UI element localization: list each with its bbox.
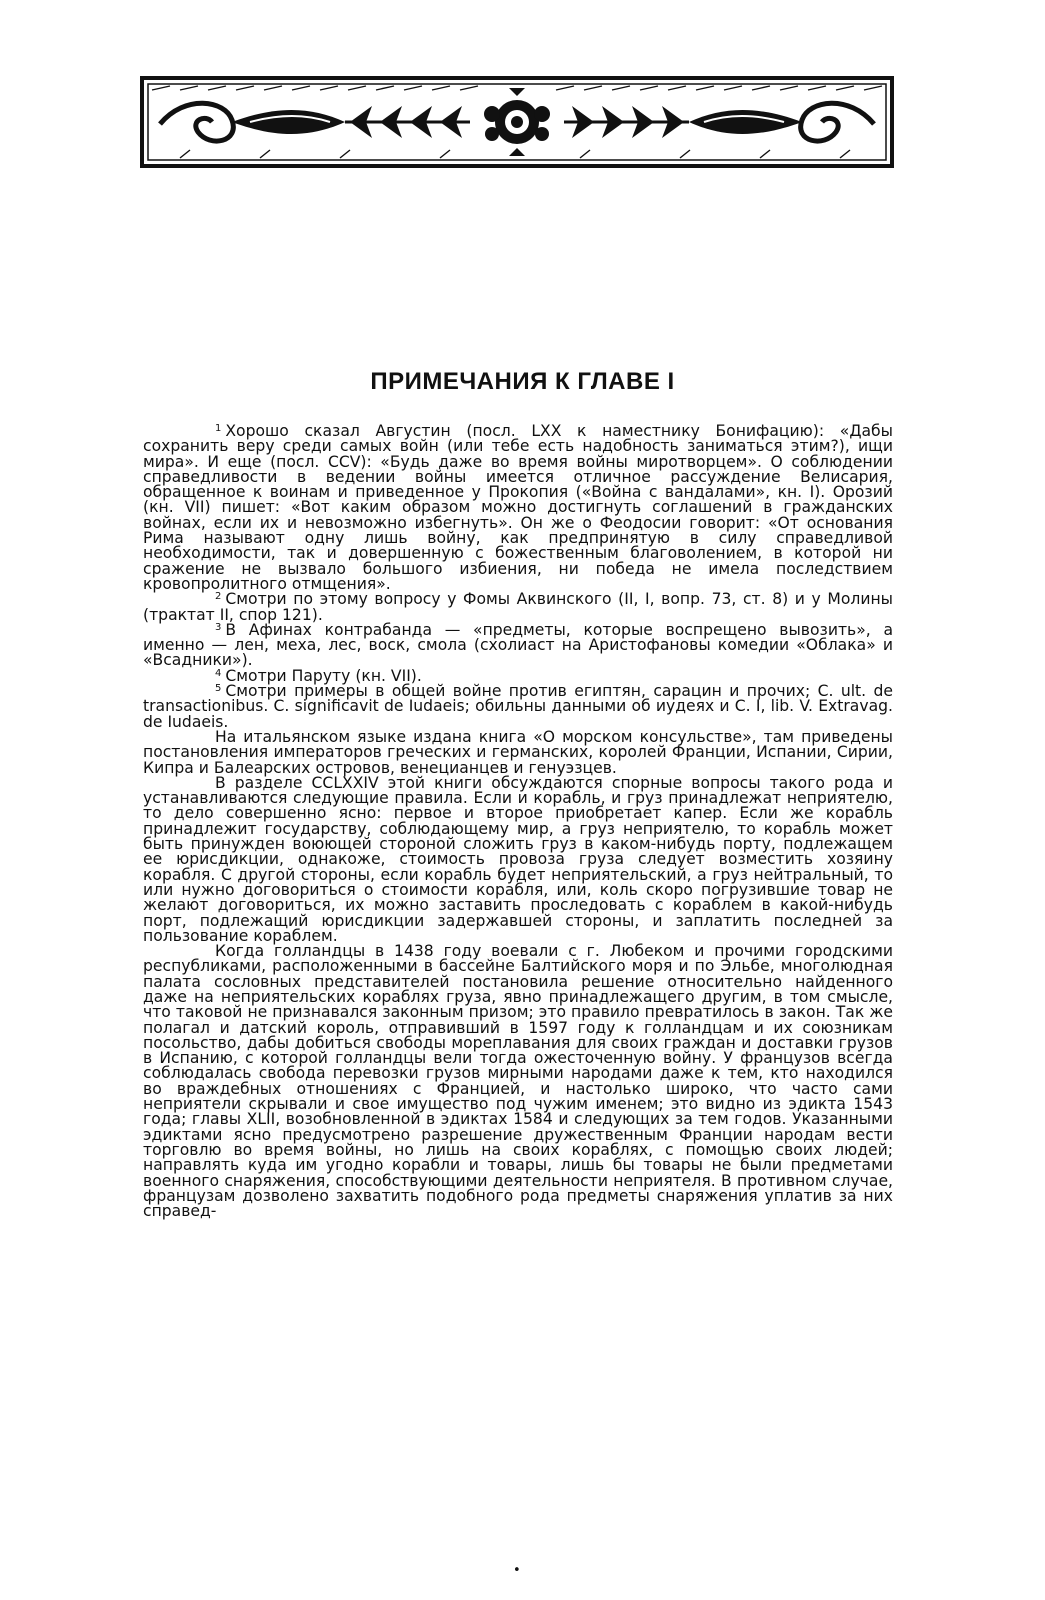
note-number: 4 — [215, 667, 222, 679]
note-text: В разделе CCLXXIV этой книги обсуждаются спорные вопросы такого рода и устанавливаются следующие правила. Если и корабль, и груз принадлежат неприятелю, то дело совершенно ясно: первое и второе приобретает капер. Если же корабль принадлежит государству, соблюдающему мир, а груз неприятелю, то корабль может быть принужден воюющей стороной сложить груз в каком-нибудь порту, подлежащем ее юрисдикции, однакоже, стоимость провоза груза следует возместить хозяину корабля. С другой стороны, если корабль будет неприятельский, а груз нейтральный, то или нужно договориться о стоимости корабля, или, коль скоро погрузившие товар не желают договориться, их можно заставить проследовать с кораблем в какой-нибудь порт, подлежащий юрисдикции задержавшей стороны, и заплатить последней за пользование кораблем. — [143, 773, 893, 945]
note-5-paragraph-4 — [143, 944, 893, 1219]
note-text: Когда голландцы в 1438 году воевали с г. Любеком и прочими городскими республиками, расположенными в бассейне Балтийского моря и по Эльбе, многолюдная палата сословных представителей постановила решение относительно найденного даже на неприятельских кораблях груза, явно принадлежащего другим, в том смысле, что таковой не признавался законным призом; это правило превратилось в закон. Так же полагал и датский король, отправивший в 1597 году к голландцам и их союзникам посольство, дабы добиться свободы мореплавания для своих граждан и доставки грузов в Испанию, с которой голландцы вели тогда ожесточенную войну. У французов всегда соблюдалась свобода перевозки грузов мирными народами даже к тем, кто находился во враждебных отношениях с Францией, и настолько широко, что часто сами неприятели скрывали и свое имущество под чужим именем; это видно из эдикта 1543 года; главы XLII, возобновленной в эдиктах 1584 и следующих за тем годов. Указанными эдиктами ясно предусмотрено разрешение дружественным Франции народам вести торговлю во время войны, но лишь на своих кораблях, с помощью своих людей; направлять куда им угодно корабли и товары, лишь бы товары не были предметами военного снаряжения, способствующими деятельности неприятеля. В противном случае, французам дозволено захватить подобного рода предметы снаряжения уплатив за них справед- — [143, 942, 893, 1221]
note-5-paragraph-3 — [143, 773, 893, 945]
note-text: Смотри по этому вопросу у Фомы Аквинского (II, I, вопр. 73, ст. 8) и у Молины (трактат II, спор 121). — [143, 590, 893, 624]
notes-body — [143, 424, 893, 1219]
note-3 — [143, 620, 893, 670]
decorative-header-ornament — [140, 76, 894, 168]
note-text: В Афинах контрабанда — «предметы, которые воспрещено вывозить», а именно — лен, меха, лес, воск, смола (схолиаст на Аристофановы комедии «Облака» и «Всадники»). — [143, 620, 893, 670]
note-number: 2 — [215, 591, 222, 603]
note-5-paragraph-2 — [143, 727, 893, 777]
note-text: Смотри Паруту (кн. VII). — [225, 666, 422, 685]
note-5 — [143, 684, 893, 730]
page-title: ПРИМЕЧАНИЯ К ГЛАВЕ I — [370, 368, 675, 395]
note-number: 5 — [215, 683, 222, 695]
note-text: Хорошо сказал Августин (посл. LXX к наместнику Бонифацию): «Дабы сохранить веру среди самых войн (или тебе есть надобность заниматься этим?), ищи мира». И еще (посл. CCV): «Будь даже во время войны миротворцем». О соблюдении справедливости в ведении войны имеется отличное рассуждение Велисария, обращенное к воинам и приведенное у Прокопия («Война с вандалами», кн. I). Орозий (кн. VII) пишет: «Вот каким образом можно достигнуть соглашений в гражданских войнах, если их и невозможно избегнуть». Он же о Феодосии говорит: «От основания Рима называют одну лишь войну, как предпринятую в силу справедливой необходимости, так и довершенную с божественным благоволением, в которой ни сражение не вызвало большого избиения, ни победа не имела последствием кровопролитного отмщения». — [143, 422, 893, 593]
page-mark: • — [513, 1563, 521, 1578]
note-number: 1 — [215, 423, 222, 434]
note-text: Смотри примеры в общей войне против египтян, сарацин и прочих; C. ult. de transactionibus. C. significavit de Iudaeis; обильны данными об иудеях и C. I, lib. V. Extravag. de Iudaeis. — [143, 682, 893, 731]
note-number: 3 — [215, 621, 222, 633]
note-1 — [143, 424, 893, 592]
note-text: На итальянском языке издана книга «О морском консульстве», там приведены постановления императоров греческих и германских, королей Франции, Испании, Сирии, Кипра и Балеарских островов, венецианцев и генуэзцев. — [143, 727, 893, 777]
note-2 — [143, 592, 893, 623]
